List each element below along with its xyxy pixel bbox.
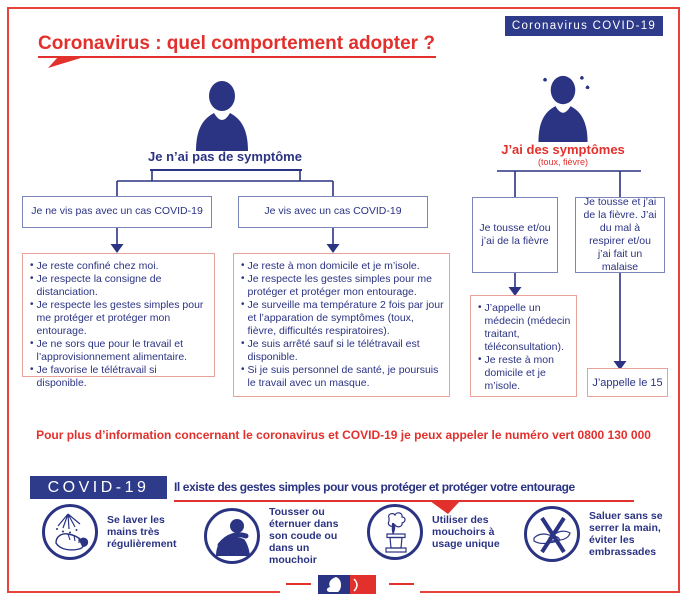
symptoms-sublabel: (toux, fièvre) bbox=[537, 157, 588, 167]
list-item: • Je reste à mon domicile et je m’isole. bbox=[478, 354, 571, 393]
list-item: • Je reste à mon domicile et je m’isole. bbox=[241, 260, 444, 273]
wash-hands-icon bbox=[42, 504, 98, 560]
gesture-no-handshake bbox=[524, 506, 671, 562]
single-use-tissue-icon bbox=[367, 504, 423, 560]
outcome-call-15: J’appelle le 15 bbox=[587, 368, 668, 397]
person-symptoms-icon bbox=[527, 74, 599, 142]
list-item: • Je respecte les gestes simples pour me protéger et protéger mon entourage. bbox=[30, 299, 209, 338]
condition-living-with-case: Je vis avec un cas COVID-19 bbox=[238, 196, 428, 228]
list-item: • Je reste confiné chez moi. bbox=[30, 260, 209, 273]
covid19-badge: COVID-19 bbox=[30, 476, 167, 499]
gesture-label: Tousser ou éternuer dans son coude ou dans un mouchoir bbox=[269, 506, 339, 567]
symptoms-label: J’ai des symptômes bbox=[501, 142, 625, 157]
corner-badge: Coronavirus COVID-19 bbox=[505, 16, 663, 36]
list-item: • Je surveille ma température 2 fois par jour et l’apparation de symptômes (toux, fièvre, difficultés respiratoires). bbox=[241, 299, 444, 338]
actions-living-with-case bbox=[233, 253, 450, 397]
list-item: • Je ne sors que pour le travail et l’approvisionnement alimentaire. bbox=[30, 338, 209, 364]
list-item: • Si je suis personnel de santé, je poursuis le travail avec un masque. bbox=[241, 364, 444, 390]
actions-call-doctor bbox=[470, 295, 577, 397]
gesture-wash-hands bbox=[42, 504, 189, 560]
actions-not-living-with-case bbox=[22, 253, 215, 390]
gesture-single-use-tissue bbox=[367, 504, 514, 560]
list-item: • Je respecte la consigne de distanciation. bbox=[30, 273, 209, 299]
list-item: • Je suis arrêté sauf si le télétravail est disponible. bbox=[241, 338, 444, 364]
gestures-heading: Il existe des gestes simples pour vous protéger et protéger votre entourage bbox=[174, 480, 575, 494]
list-item: • Je favorise le télétravail si disponible. bbox=[30, 364, 209, 390]
gesture-label: Utiliser des mouchoirs à usage unique bbox=[432, 513, 500, 551]
no-handshake-icon bbox=[524, 506, 580, 562]
condition-not-living-with-case: Je ne vis pas avec un cas COVID-19 bbox=[22, 196, 212, 228]
hotline-info: Pour plus d’information concernant le coronavirus et COVID-19 je peux appeler le numéro vert 0800 130 000 bbox=[36, 428, 651, 442]
gesture-cough-elbow bbox=[204, 506, 351, 566]
person-no-symptoms-icon bbox=[184, 79, 260, 151]
page-title: Coronavirus : quel comportement adopter ? bbox=[38, 33, 435, 54]
no-symptoms-label: Je n’ai pas de symptôme bbox=[148, 149, 302, 164]
gesture-label: Saluer sans se serrer la main, éviter les embrassades bbox=[589, 509, 663, 559]
gesture-label: Se laver les mains très régulièrement bbox=[107, 513, 177, 551]
french-government-logo bbox=[316, 573, 380, 597]
cough-into-elbow-icon bbox=[204, 508, 260, 564]
condition-cough-or-fever: Je tousse et/ou j’ai de la fièvre bbox=[472, 197, 558, 273]
condition-cough-fever-breathing: Je tousse et j’ai de la fièvre. J’ai du mal à respirer et/ou j’ai fait un malaise bbox=[575, 197, 665, 273]
list-item: • J’appelle un médecin (médecin traitant, téléconsultation). bbox=[478, 302, 571, 354]
list-item: • Je respecte les gestes simples pour me protéger et protéger mon entourage. bbox=[241, 273, 444, 299]
